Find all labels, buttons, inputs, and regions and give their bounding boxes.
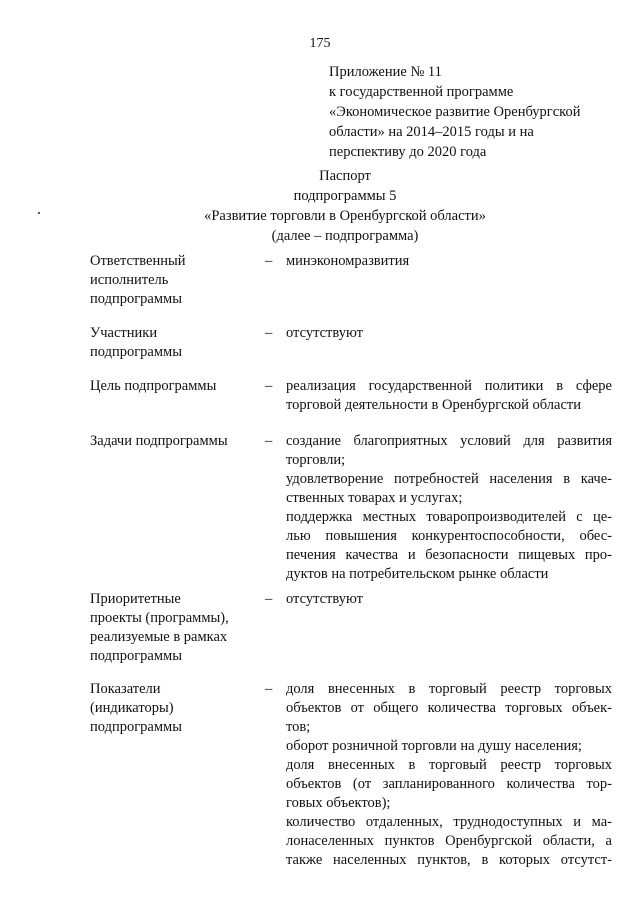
value-line: количество отдаленных, труднодоступных и ма-	[286, 814, 612, 830]
value-line: дуктов на потребительском рынке области	[286, 566, 549, 582]
appendix-line: к государственной программе	[329, 84, 514, 100]
label-line: реализуемые в рамках	[90, 629, 228, 645]
value-line: отсутствуют	[286, 325, 363, 341]
label-line: исполнитель	[90, 272, 169, 288]
value-line: также населенных пунктов, в которых отсутст-	[286, 852, 612, 868]
value-line: торговли;	[286, 452, 346, 468]
value-line: создание благоприятных условий для развития	[286, 433, 612, 449]
label-line: Задачи подпрограммы	[90, 433, 228, 449]
value-line: отсутствуют	[286, 591, 363, 607]
row-label	[90, 680, 260, 737]
appendix-line: области» на 2014–2015 годы и на	[329, 124, 534, 140]
value-line: объектов (от запланированного количества тор-	[286, 776, 612, 792]
passport-heading	[0, 166, 640, 246]
appendix-block	[329, 62, 629, 162]
heading-line: (далее – подпрограмма)	[271, 228, 419, 244]
row-value	[286, 377, 612, 415]
row-dash: –	[265, 433, 273, 449]
value-line: реализация государственной политики в сфере	[286, 378, 612, 394]
value-line: торговой деятельности в Оренбургской области	[286, 397, 582, 413]
value-line: минэкономразвития	[286, 253, 410, 269]
row-label	[90, 590, 260, 666]
label-line: Участники	[90, 325, 158, 341]
label-line: Ответственный	[90, 253, 186, 269]
row-value	[286, 252, 612, 271]
row-value	[286, 590, 612, 609]
value-line: печения качества и безопасности пищевых про-	[286, 547, 612, 563]
row-dash: –	[265, 681, 273, 697]
value-line: доля внесенных в торговый реестр торговых	[286, 757, 612, 773]
label-line: Приоритетные	[90, 591, 181, 607]
page-number: 175	[309, 36, 331, 51]
value-line: говых объектов);	[286, 795, 391, 811]
row-dash: –	[265, 378, 273, 394]
value-line: тов;	[286, 719, 311, 735]
row-dash: –	[265, 591, 273, 607]
label-line: подпрограммы	[90, 344, 182, 360]
row-label	[90, 324, 260, 362]
label-line: подпрограммы	[90, 719, 182, 735]
value-line: лонаселенных пунктов Оренбургской области, а	[286, 833, 612, 849]
value-line: доля внесенных в торговый реестр торговых	[286, 681, 612, 697]
row-value	[286, 680, 612, 870]
value-line: поддержка местных товаропроизводителей с це-	[286, 509, 612, 525]
appendix-line: «Экономическое развитие Оренбургской	[329, 104, 581, 120]
heading-line: подпрограммы 5	[293, 188, 397, 204]
row-label	[90, 252, 260, 309]
scan-speck	[38, 212, 40, 214]
value-line: лью повышения конкурентоспособности, обес-	[286, 528, 612, 544]
label-line: подпрограммы	[90, 648, 182, 664]
appendix-line: Приложение № 11	[329, 64, 442, 80]
label-line: проекты (программы),	[90, 610, 229, 626]
value-line: ственных товарах и услугах;	[286, 490, 463, 506]
row-label	[90, 377, 260, 396]
label-line: Цель подпрограммы	[90, 378, 217, 394]
row-dash: –	[265, 325, 273, 341]
row-dash: –	[265, 253, 273, 269]
label-line: подпрограммы	[90, 291, 182, 307]
value-line: оборот розничной торговли на душу населения;	[286, 738, 582, 754]
row-value	[286, 324, 612, 343]
label-line: (индикаторы)	[90, 700, 174, 716]
row-label	[90, 432, 260, 451]
row-value	[286, 432, 612, 584]
heading-line: Паспорт	[319, 168, 371, 184]
appendix-line: перспективу до 2020 года	[329, 144, 487, 160]
value-line: объектов от общего количества торговых объек-	[286, 700, 612, 716]
heading-line: «Развитие торговли в Оренбургской области»	[204, 208, 486, 224]
value-line: удовлетворение потребностей населения в каче-	[286, 471, 612, 487]
label-line: Показатели	[90, 681, 161, 697]
